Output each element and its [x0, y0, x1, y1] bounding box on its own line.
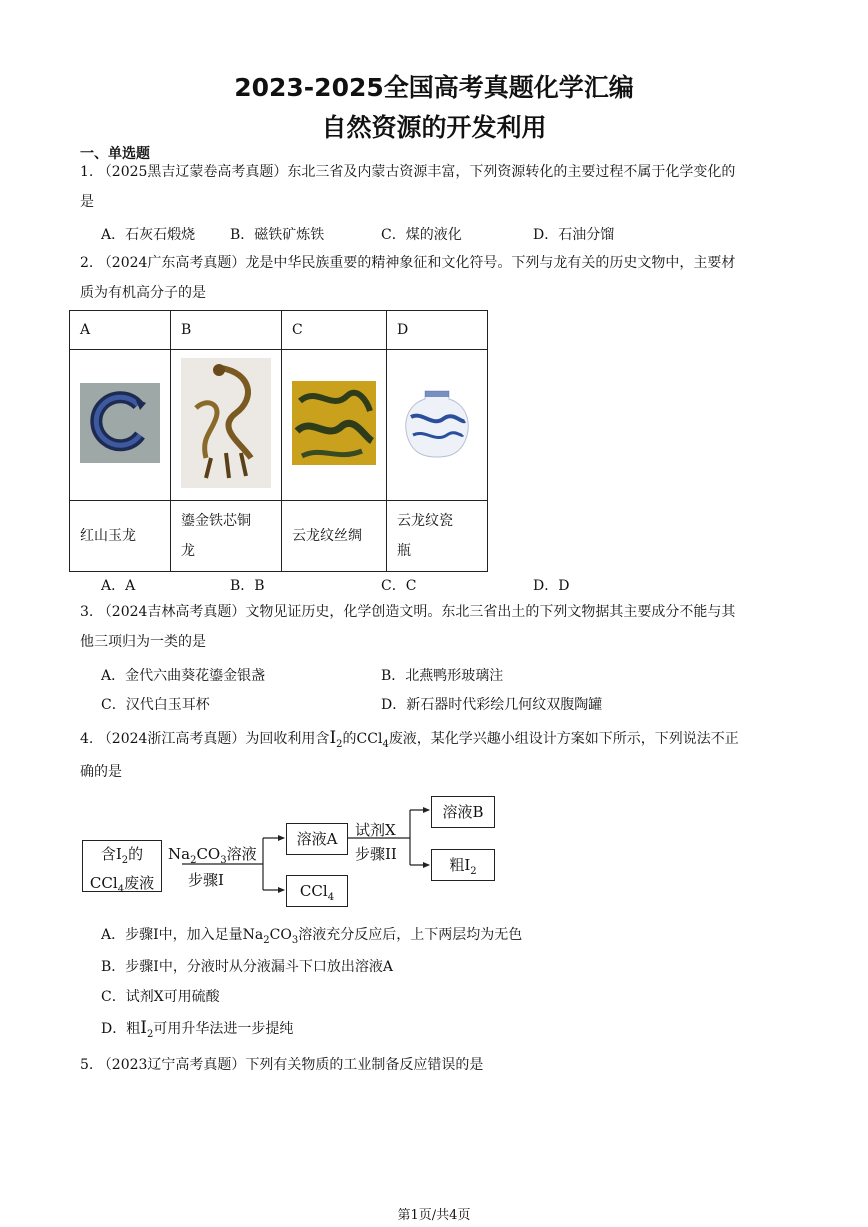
q3-option-b: B．北燕鸭形玻璃注: [381, 668, 504, 684]
label-a: 红山玉龙: [80, 528, 136, 544]
step1-label: 步骤I: [188, 871, 224, 889]
q2-option-a: A．A: [101, 578, 136, 594]
q2-stem-line1: 2. （2024广东高考真题）龙是中华民族重要的精神象征和文化符号。下列与龙有关的历史文物中，主要材: [80, 255, 736, 271]
q1-option-d: D．石油分馏: [533, 227, 615, 243]
q3-stem-line2: 他三项归为一类的是: [80, 634, 206, 650]
gilded-bronze-dragon-image: [171, 350, 282, 501]
artifact-table: [69, 310, 488, 572]
q2-stem-line2: 质为有机高分子的是: [80, 285, 206, 301]
q4-option-a: A．步骤I中，加入足量$Na_2CO_3$溶液充分反应后，上下两层均为无色: [101, 927, 523, 946]
q4-option-d: D．粗$I_2$可用升华法进一步提纯: [101, 1018, 294, 1040]
q5-stem: 5. （2023辽宁高考真题）下列有关物质的工业制备反应错误的是: [80, 1057, 484, 1073]
q1-stem-line2: 是: [80, 194, 94, 210]
document-title: 2023-2025全国高考真题化学汇编: [234, 73, 634, 102]
table-header-b: B: [171, 311, 282, 350]
label-d-line2: 瓶: [397, 543, 411, 559]
q1-option-b: B．磁铁矿炼铁: [230, 227, 325, 243]
q3-stem-line1: 3. （2024吉林高考真题）文物见证历史，化学创造文明。东北三省出土的下列文物据其主要成分不能与其: [80, 604, 736, 620]
start-waste-box: 含$I_2$的 CCl$_4$废液: [82, 840, 162, 892]
step2-label: 步骤II: [355, 845, 397, 863]
jade-dragon-image: [70, 350, 171, 501]
label-b-line2: 龙: [181, 543, 195, 559]
q1-stem-line1: 1. （2025黑吉辽蒙卷高考真题）东北三省及内蒙古资源丰富，下列资源转化的主要过程不属于化学变化的: [80, 164, 736, 180]
silk-dragon-image: [282, 350, 387, 501]
reagent-x-label: 试剂X: [355, 821, 396, 839]
label-b-line1: 鎏金铁芯铜: [181, 513, 251, 529]
table-header-a: A: [70, 311, 171, 350]
q1-option-c: C．煤的液化: [381, 227, 462, 243]
q3-option-d: D．新石器时代彩绘几何纹双腹陶罐: [381, 697, 603, 713]
q1-option-a: A．石灰石煅烧: [101, 227, 196, 243]
solution-a-box: 溶液A: [286, 823, 348, 855]
ccl4-box: CCl$_4$: [286, 875, 348, 907]
section-heading: 一、单选题: [80, 146, 150, 162]
q3-option-c: C．汉代白玉耳杯: [101, 697, 210, 713]
table-header-d: D: [387, 311, 488, 350]
q4-stem-line2: 确的是: [80, 764, 122, 780]
label-d-line1: 云龙纹瓷: [397, 513, 453, 529]
q2-option-d: D．D: [533, 578, 570, 594]
q2-option-b: B．B: [230, 578, 265, 594]
q3-option-a: A．金代六曲葵花鎏金银盏: [101, 668, 266, 684]
page-number: 第1页/共4页: [397, 1208, 471, 1223]
q4-option-c: C．试剂X可用硫酸: [101, 989, 220, 1005]
table-header-c: C: [282, 311, 387, 350]
document-subtitle: 自然资源的开发利用: [321, 113, 547, 142]
q2-option-c: C．C: [381, 578, 417, 594]
q4-option-b: B．步骤I中，分液时从分液漏斗下口放出溶液A: [101, 959, 393, 975]
q4-stem-line1: 4. （2024浙江高考真题）为回收利用含$I_2$的CCl$_4$废液，某化学兴趣小组设计方案如下所示，下列说法不正: [80, 728, 739, 750]
reagent-na2co3-label: $Na_2CO_3$溶液: [168, 845, 257, 866]
solution-b-box: 溶液B: [431, 796, 495, 828]
porcelain-vase-image: [387, 350, 488, 501]
crude-i2-box: 粗$I_2$: [431, 849, 495, 881]
label-c: 云龙纹丝绸: [292, 528, 362, 544]
